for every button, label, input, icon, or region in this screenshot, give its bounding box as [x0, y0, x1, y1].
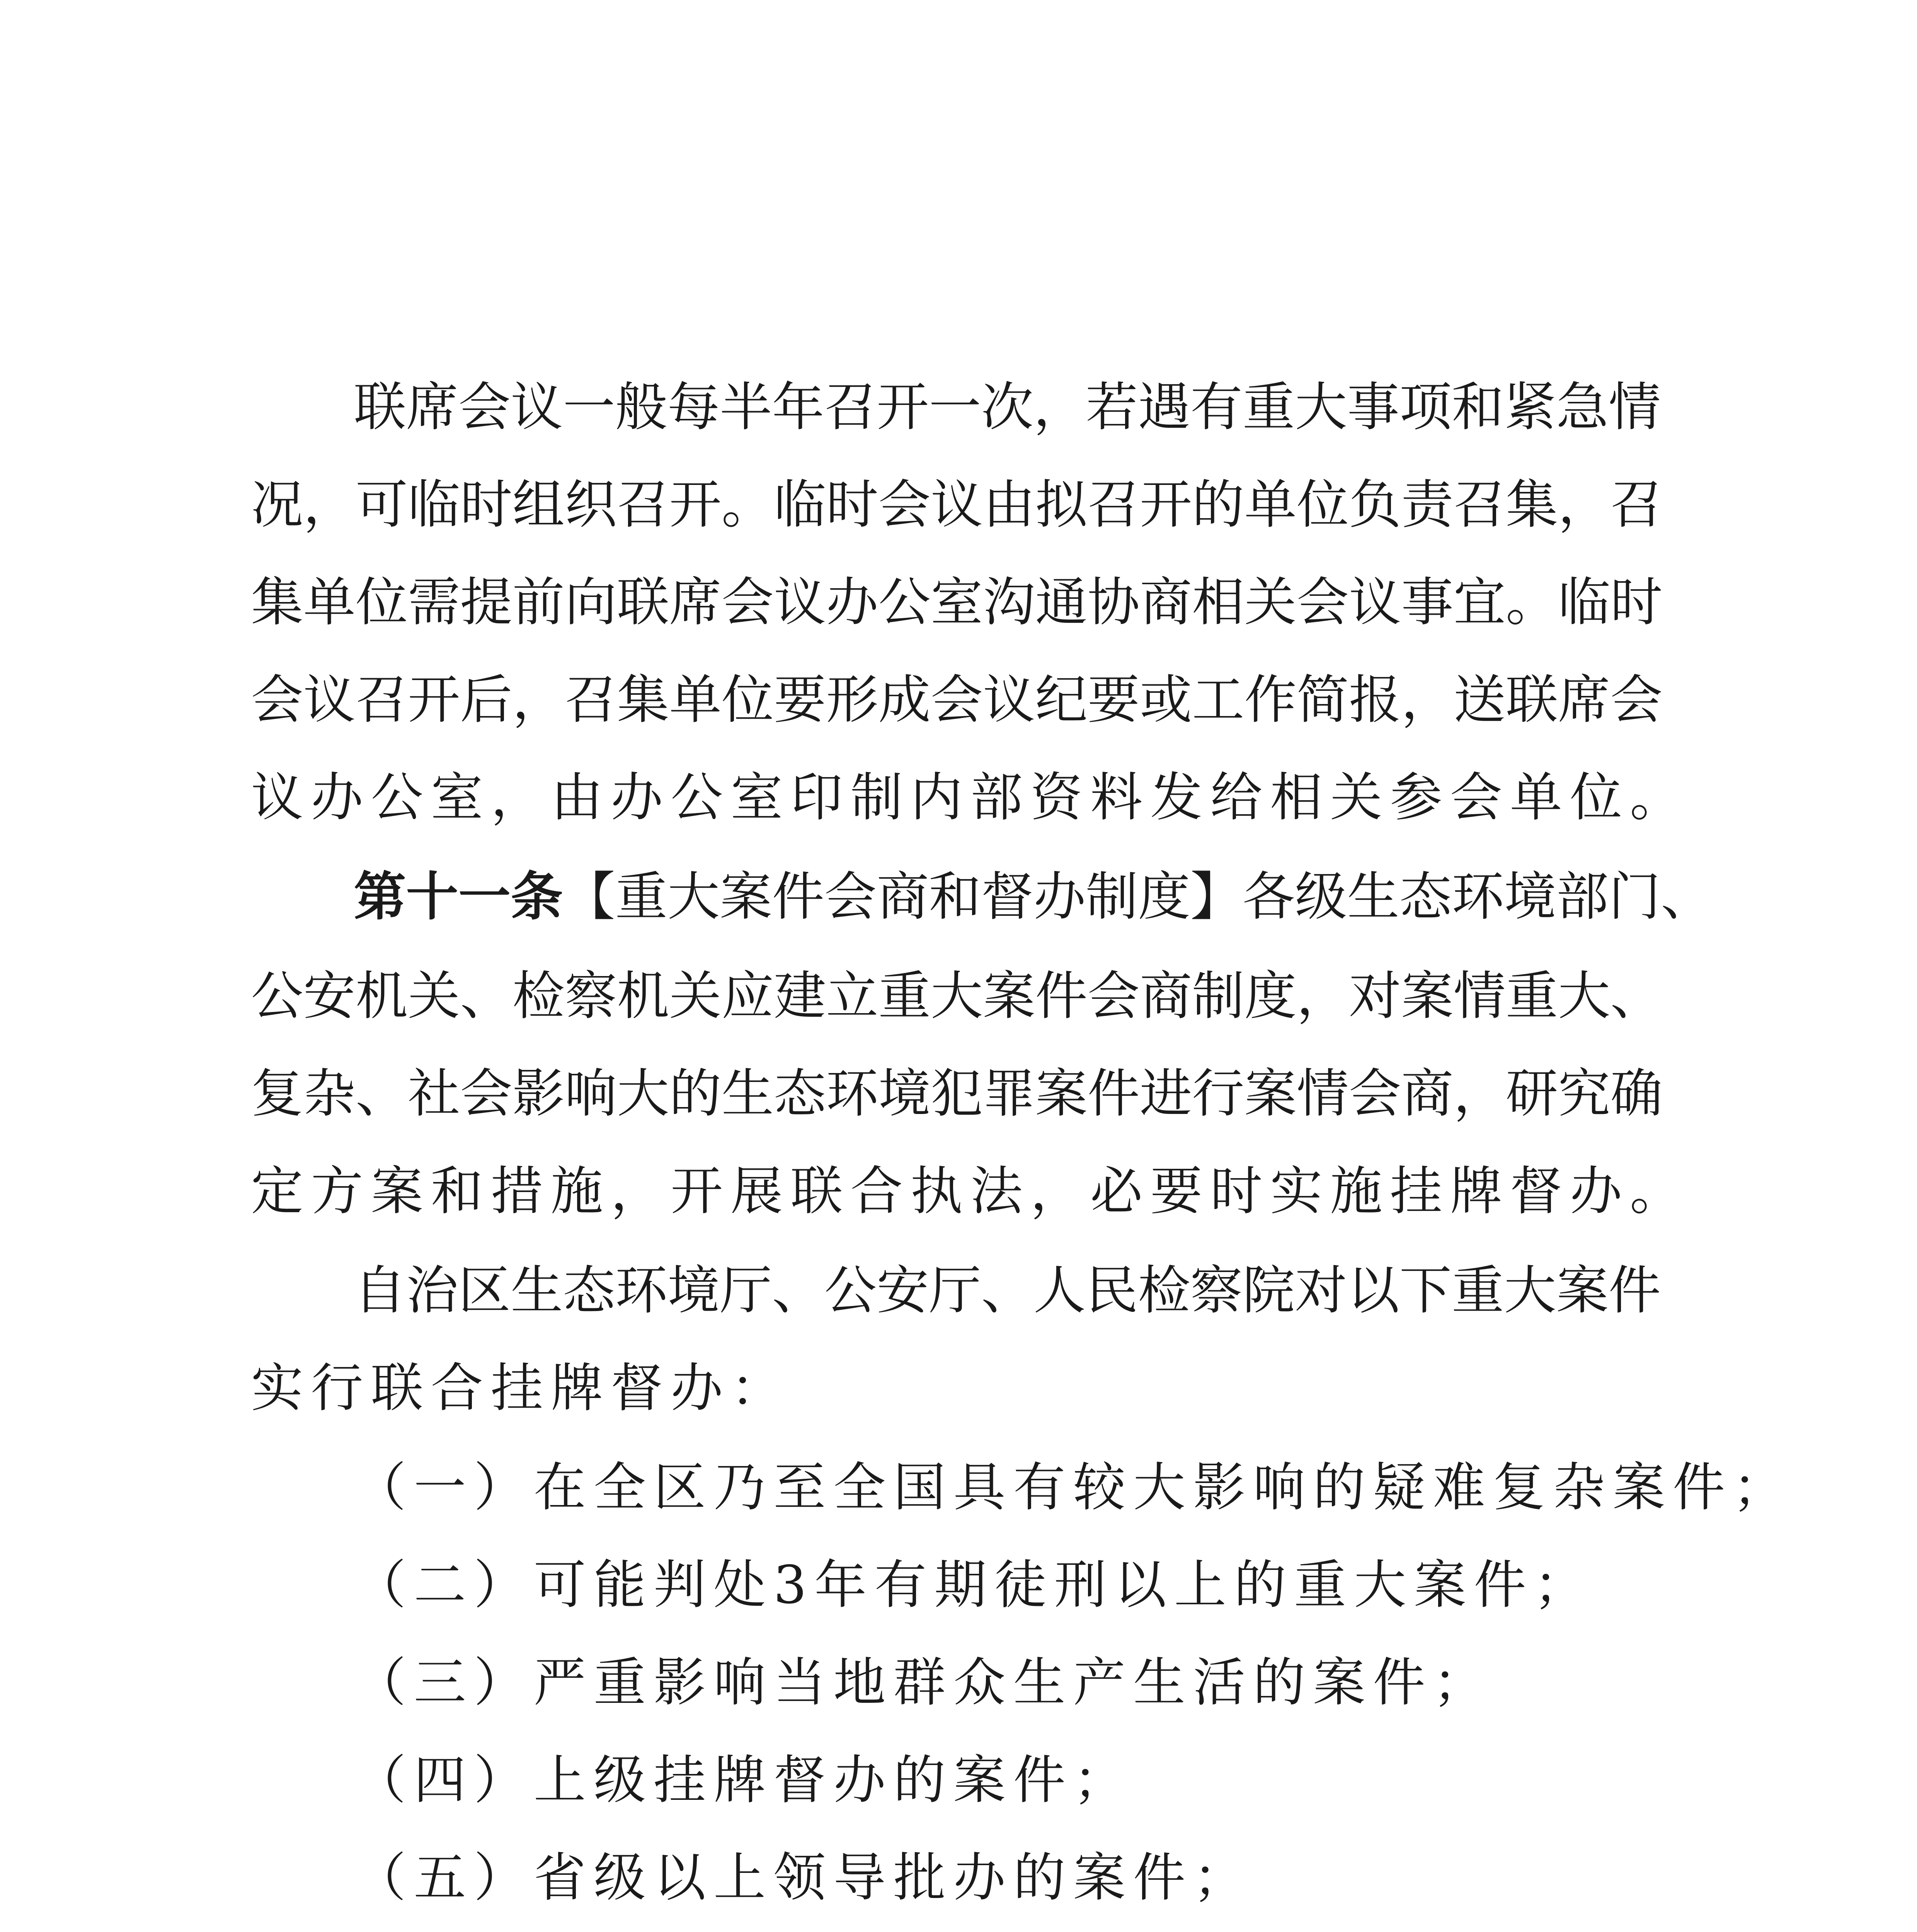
- paragraph-line: 会议召开后，召集单位要形成会议纪要或工作简报，送联席会: [251, 670, 1663, 732]
- list-item: [354, 1929, 1645, 1932]
- list-item: （三）严重影响当地群众生产生活的案件；: [354, 1653, 1493, 1714]
- paragraph-line: 定方案和措施，开展联合执法，必要时实施挂牌督办。: [251, 1162, 1690, 1223]
- paragraph-line: 复杂、社会影响大的生态环境犯罪案件进行案情会商，研究确: [251, 1065, 1663, 1126]
- list-item: （二）可能判处3年有期徒刑以上的重大案件；: [354, 1556, 1594, 1617]
- paragraph-line: 自治区生态环境厅、公安厅、人民检察院对以下重大案件: [354, 1261, 1661, 1323]
- paragraph-line: 实行联合挂牌督办：: [251, 1359, 791, 1420]
- paragraph-line: 公安机关、检察机关应建立重大案件会商制度，对案情重大、: [251, 967, 1663, 1028]
- list-item: （一）在全区乃至全国具有较大影响的疑难复杂案件；: [354, 1458, 1793, 1519]
- article-11-heading-line: [354, 850, 1713, 948]
- paragraph-line: 况，可临时组织召开。临时会议由拟召开的单位负责召集，召: [251, 475, 1663, 537]
- article-11-label: 第十一条: [354, 867, 563, 929]
- paragraph-line: 集单位需提前向联席会议办公室沟通协商相关会议事宜。临时: [251, 573, 1663, 634]
- list-item: （四）上级挂牌督办的案件；: [354, 1751, 1133, 1812]
- paragraph-line: 议办公室，由办公室印制内部资料发给相关参会单位。: [251, 768, 1690, 830]
- paragraph-line: 联席会议一般每半年召开一次，若遇有重大事项和紧急情: [354, 378, 1661, 439]
- list-item: （五）省级以上领导批办的案件；: [354, 1849, 1253, 1910]
- article-11-first-line-text: 【重大案件会商和督办制度】各级生态环境部门、: [563, 867, 1713, 929]
